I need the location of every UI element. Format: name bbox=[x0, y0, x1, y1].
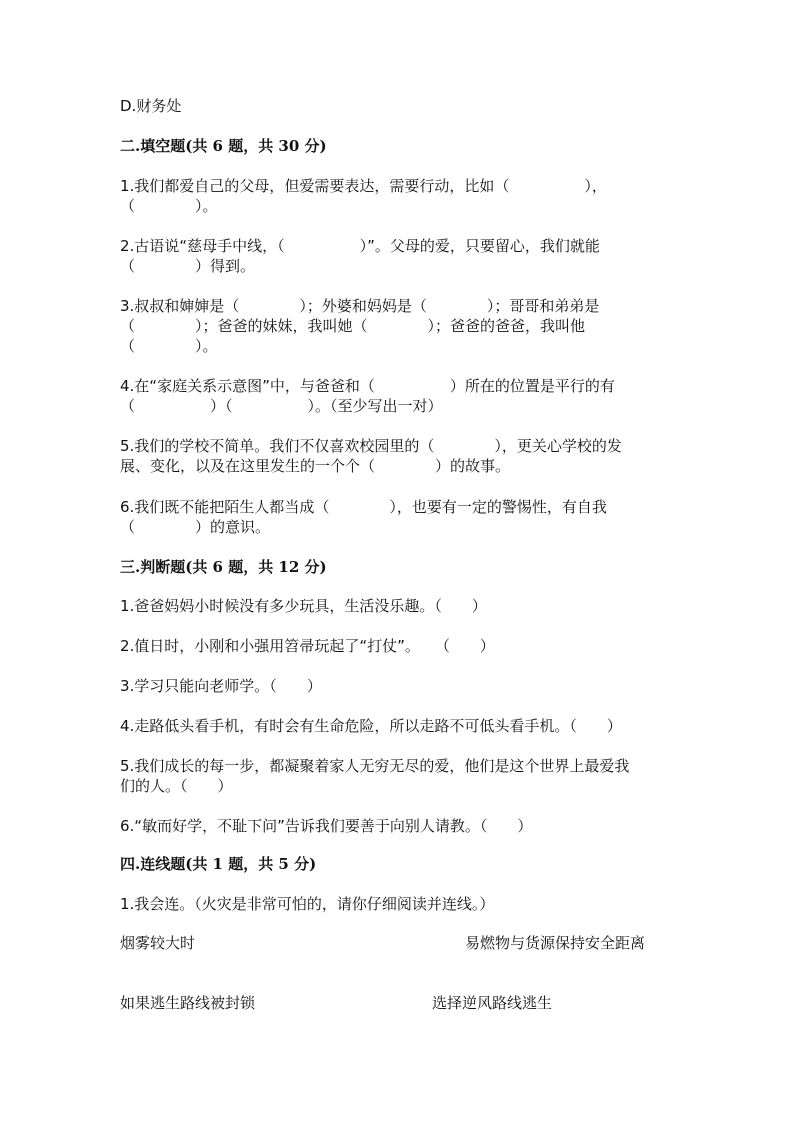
fill-blank-question-2 bbox=[120, 236, 680, 276]
question-line: （ ）；爸爸的妹妹，我叫她（ ）；爸爸的爸爸，我叫他 bbox=[120, 317, 586, 335]
fill-blank-question-4 bbox=[120, 376, 680, 416]
question-line: 2.值日时，小刚和小强用笤帚玩起了“打仗”。 （ ） bbox=[120, 637, 495, 655]
question-line: 1.我们都爱自己的父母，但爱需要表达，需要行动，比如（ ）， bbox=[120, 177, 607, 195]
match-left-item-1[interactable]: 烟雾较大时 bbox=[120, 934, 196, 952]
question-line: 3.学习只能向老师学。（ ） bbox=[120, 677, 322, 695]
fill-blank-question-1 bbox=[120, 176, 680, 216]
question-line: （ ）。 bbox=[120, 337, 218, 355]
question-line: 4.在“家庭关系示意图”中，与爸爸和（ ）所在的位置是平行的有 bbox=[120, 377, 615, 395]
true-false-question-5 bbox=[120, 756, 680, 796]
section-heading-fill-blank: 二.填空题(共 6 题，共 30 分) bbox=[120, 137, 327, 155]
fill-blank-question-3 bbox=[120, 296, 680, 356]
question-line: 1.爸爸妈妈小时候没有多少玩具，生活没乐趣。（ ） bbox=[120, 597, 487, 615]
fill-blank-question-6 bbox=[120, 497, 680, 537]
true-false-question-6 bbox=[120, 816, 680, 836]
question-line: 2.古语说“慈母手中线，（ ）”。父母的爱，只要留心，我们就能 bbox=[120, 237, 600, 255]
question-line: （ ）得到。 bbox=[120, 257, 256, 275]
question-line: （ ）（ ）。（至少写出一对） bbox=[120, 397, 443, 415]
question-line: 5.我们成长的每一步，都凝聚着家人无穷无尽的爱，他们是这个世界上最爱我 bbox=[120, 757, 630, 775]
question-line: 们的人。（ ） bbox=[120, 777, 233, 795]
question-line: 5.我们的学校不简单。我们不仅喜欢校园里的（ ），更关心学校的发 bbox=[120, 437, 622, 455]
fill-blank-question-5 bbox=[120, 436, 680, 476]
question-line: 6.“敏而好学，不耻下问”告诉我们要善于向别人请教。（ ） bbox=[120, 817, 533, 835]
question-line: 4.走路低头看手机，有时会有生命危险，所以走路不可低头看手机。（ ） bbox=[120, 717, 622, 735]
true-false-question-1 bbox=[120, 596, 680, 616]
true-false-question-3 bbox=[120, 676, 680, 696]
question-line: 3.叔叔和婶婶是（ ）；外婆和妈妈是（ ）；哥哥和弟弟是 bbox=[120, 297, 600, 315]
question-line: 展、变化，以及在这里发生的一个个（ ）的故事。 bbox=[120, 457, 511, 475]
prev-question-option-d: D.财务处 bbox=[120, 97, 182, 115]
true-false-question-4 bbox=[120, 716, 680, 736]
question-line: 6.我们既不能把陌生人都当成（ ），也要有一定的警惕性，有自我 bbox=[120, 498, 607, 516]
match-right-item-2[interactable]: 选择逆风路线逃生 bbox=[432, 994, 553, 1012]
section-heading-true-false: 三.判断题(共 6 题，共 12 分) bbox=[120, 558, 327, 576]
question-line: （ ）的意识。 bbox=[120, 518, 271, 536]
question-line: （ ）。 bbox=[120, 197, 218, 215]
matching-question-1: 1.我会连。（火灾是非常可怕的，请你仔细阅读并连线。） bbox=[120, 895, 495, 913]
section-heading-matching: 四.连线题(共 1 题，共 5 分) bbox=[120, 855, 317, 873]
true-false-question-2 bbox=[120, 636, 680, 656]
match-right-item-1[interactable]: 易燃物与货源保持安全距离 bbox=[465, 934, 646, 952]
match-left-item-2[interactable]: 如果逃生路线被封锁 bbox=[120, 994, 256, 1012]
